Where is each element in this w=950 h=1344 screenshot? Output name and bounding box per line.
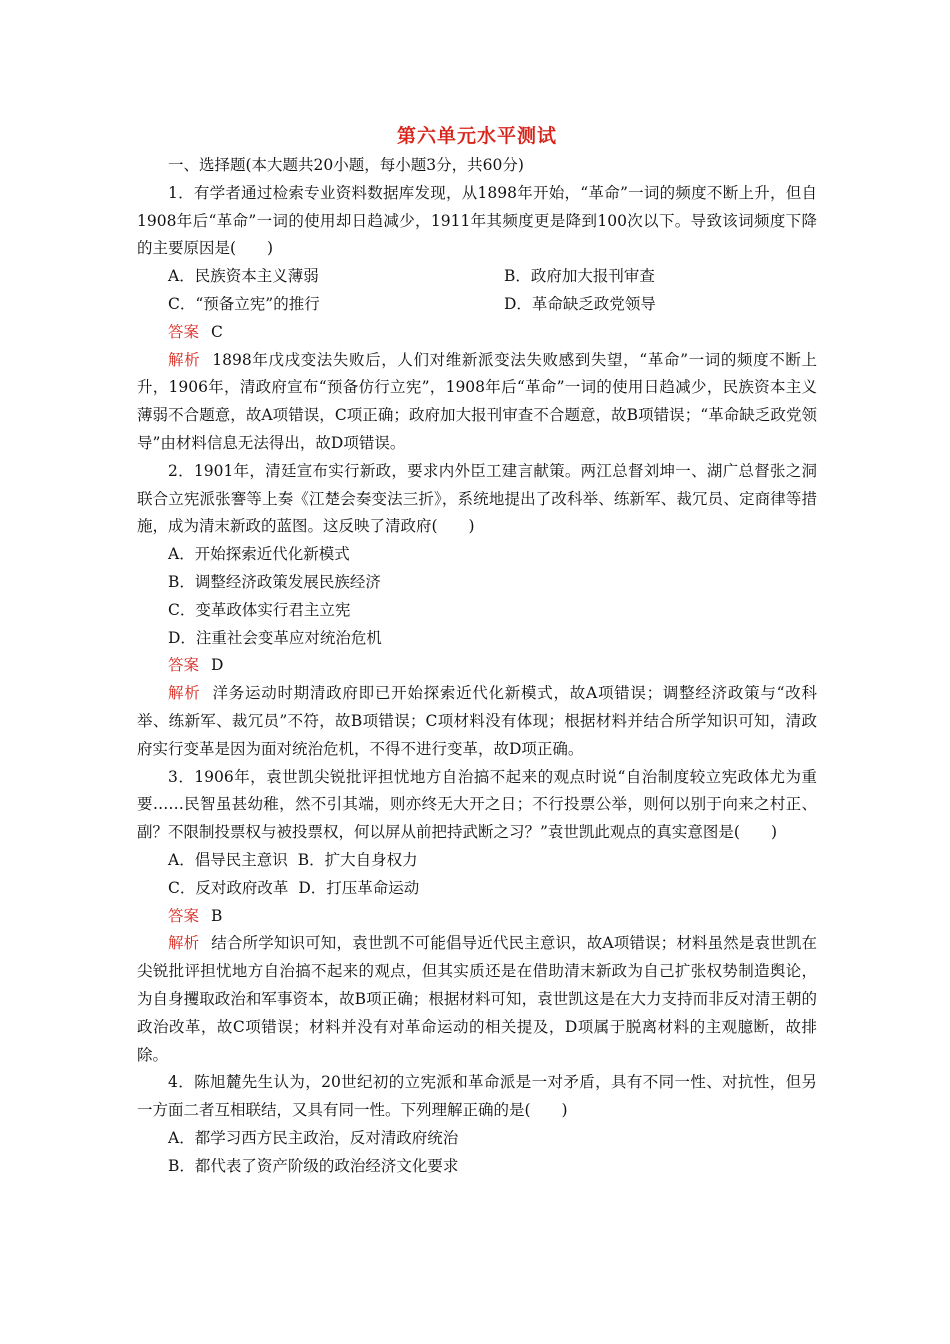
answer-value: B	[211, 906, 223, 925]
analysis-text: 结合所学知识可知，袁世凯不可能倡导近代民主意识，故A项错误；材料虽然是袁世凯在尖锐批评担忧地方自治搞不起来的观点，但其实质还是在借助清末新政为自己扩张权势制造舆论，为自身攫取政治和军事资本，故B项正确；根据材料可知，袁世凯这是在大力支持而非反对清王朝的政治改革，故C项错误；材料并没有对革命运动的相关提及，D项属于脱离材料的主观臆断，故排除。	[137, 934, 817, 1064]
analysis-line	[137, 680, 817, 763]
option-row-2	[137, 875, 817, 903]
option-c: C．“预备立宪”的推行	[168, 294, 320, 313]
question-2	[137, 458, 817, 764]
option-c: C．变革政体实行君主立宪	[168, 600, 351, 619]
question-stem: 2．1901年，清廷宣布实行新政，要求内外臣工建言献策。两江总督刘坤一、湖广总督张之洞联合立宪派张謇等上奏《江楚会奏变法三折》，系统地提出了改科举、练新军、裁冗员、定商律等措施，成为清末新政的蓝图。这反映了清政府( )	[137, 461, 817, 536]
option-d: D．革命缺乏政党领导	[504, 294, 656, 313]
question-stem: 1．有学者通过检索专业资料数据库发现，从1898年开始，“革命”一词的频度不断上升，但自1908年后“革命”一词的使用却日趋减少，1911年其频度更是降到100次以下。导致该词频度下降的主要原因是( )	[137, 183, 817, 258]
analysis-line	[137, 930, 817, 1069]
document-page	[137, 122, 817, 1180]
option-b: B．都代表了资产阶级的政治经济文化要求	[168, 1156, 459, 1175]
analysis-label: 解析	[168, 934, 200, 953]
analysis-line	[137, 347, 817, 458]
option-a: A．都学习西方民主政治，反对清政府统治	[168, 1128, 459, 1147]
option-a: A．民族资本主义薄弱	[168, 267, 319, 286]
answer-line	[137, 903, 817, 931]
option-row-1	[137, 847, 817, 875]
answer-line	[137, 319, 817, 347]
option-a: A．倡导民主意识	[168, 850, 288, 869]
analysis-label: 解析	[168, 350, 201, 369]
option-b: B．调整经济政策发展民族经济	[168, 572, 381, 591]
answer-label: 答案	[168, 322, 200, 341]
option-b: B．扩大自身权力	[297, 850, 418, 869]
answer-label: 答案	[168, 906, 200, 925]
option-d: D．打压革命运动	[298, 878, 420, 897]
option-grid	[137, 263, 817, 319]
analysis-text: 1898年戊戌变法失败后，人们对维新派变法失败感到失望，“革命”一词的频度不断上升，1906年，清政府宣布“预备仿行立宪”，1908年后“革命”一词的使用日趋减少，民族资本主义薄弱不合题意，故A项错误，C项正确；政府加大报刊审查不合题意，故B项错误；“革命缺乏政党领导”由材料信息无法得出，故D项错误。	[137, 350, 817, 452]
analysis-text: 洋务运动时期清政府即已开始探索近代化新模式，故A项错误；调整经济政策与“改科举、练新军、裁冗员”不符，故B项错误；C项材料没有体现；根据材料并结合所学知识可知，清政府实行变革是因为面对统治危机，不得不进行变革，故D项正确。	[137, 684, 817, 758]
question-3	[137, 764, 817, 1070]
question-4	[137, 1069, 817, 1180]
option-a: A．开始探索近代化新模式	[168, 545, 350, 564]
option-c: C．反对政府改革	[168, 878, 289, 897]
answer-line	[137, 652, 817, 680]
option-d: D．注重社会变革应对统治危机	[168, 628, 382, 647]
page-title: 第六单元水平测试	[396, 125, 557, 147]
analysis-label: 解析	[168, 684, 201, 703]
answer-value: D	[211, 656, 224, 675]
answer-value: C	[211, 322, 223, 341]
section-heading: 一、选择题(本大题共20小题，每小题3分，共60分)	[168, 156, 524, 174]
question-stem: 4．陈旭麓先生认为，20世纪初的立宪派和革命派是一对矛盾，具有不同一性、对抗性，但另一方面二者互相联结，又具有同一性。下列理解正确的是( )	[137, 1073, 817, 1120]
question-stem: 3．1906年，袁世凯尖锐批评担忧地方自治搞不起来的观点时说“自治制度较立宪政体尤为重要……民智虽甚幼稚，然不引其端，则亦终无大开之日；不行投票公举，则何以别于向来之村正、副？不限制投票权与被投票权，何以屏从前把持武断之习？”袁世凯此观点的真实意图是( )	[137, 767, 817, 842]
answer-label: 答案	[168, 656, 200, 675]
option-b: B．政府加大报刊审查	[504, 267, 655, 286]
question-1	[137, 180, 817, 458]
